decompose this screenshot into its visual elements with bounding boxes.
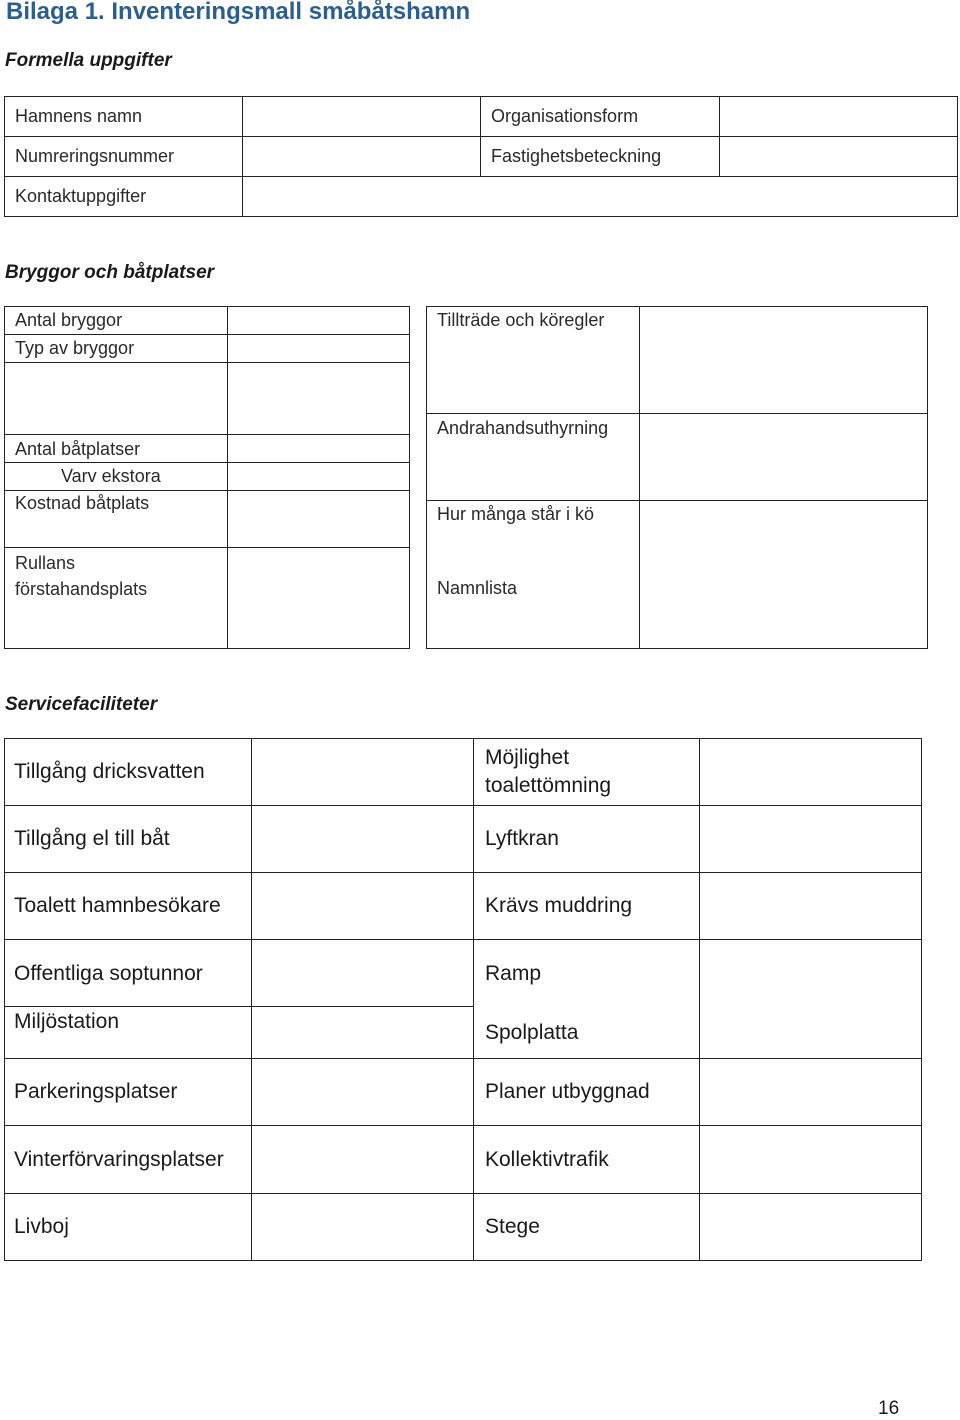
field-kostnad-batplats[interactable]	[229, 492, 407, 545]
label-kontaktuppgifter: Kontaktuppgifter	[15, 186, 147, 206]
label-tillgang-el: Tillgång el till båt	[14, 827, 170, 850]
label-antal-batplatser: Antal båtplatser	[15, 439, 141, 459]
field-kravs-muddring[interactable]	[701, 874, 919, 937]
label-kollektivtrafik: Kollektivtrafik	[485, 1148, 609, 1171]
label-stege: Stege	[485, 1215, 540, 1238]
label-toalettomning: toalettömning	[485, 774, 612, 797]
label-fastighetsbeteckning: Fastighetsbeteckning	[491, 146, 662, 166]
field-tillgang-dricksvatten[interactable]	[253, 740, 471, 803]
label-parkeringsplatser: Parkeringsplatser	[14, 1080, 178, 1103]
field-ramp-spolplatta[interactable]	[701, 941, 919, 1056]
field-organisationsform[interactable]	[721, 98, 955, 134]
field-vinterforvaringsplatser[interactable]	[253, 1127, 471, 1191]
field-rullans-forstahandsplats[interactable]	[229, 549, 407, 646]
page-number: 16	[878, 1398, 900, 1419]
field-toalett-hamnbesokare[interactable]	[253, 874, 471, 937]
page-title: Bilaga 1. Inventeringsmall småbåtshamn	[6, 0, 471, 25]
field-stege[interactable]	[701, 1195, 919, 1258]
field-tilltrade[interactable]	[641, 308, 925, 411]
section-heading-service: Servicefaciliteter	[5, 694, 158, 715]
label-organisationsform: Organisationsform	[491, 106, 639, 126]
field-antal-bryggor[interactable]	[229, 308, 407, 332]
label-andrahandsuthyrning: Andrahandsuthyrning	[437, 418, 609, 438]
label-tilltrade: Tillträde och köregler	[437, 310, 605, 330]
field-varv-ekstora[interactable]	[229, 464, 407, 488]
label-numreringsnummer: Numreringsnummer	[15, 146, 175, 166]
field-antal-batplatser[interactable]	[229, 436, 407, 460]
label-offentliga-soptunnor: Offentliga soptunnor	[14, 962, 203, 985]
label-ramp: Ramp	[485, 962, 542, 985]
label-antal-bryggor: Antal bryggor	[15, 310, 123, 330]
label-kostnad-batplats: Kostnad båtplats	[15, 493, 150, 513]
field-kollektivtrafik[interactable]	[701, 1127, 919, 1191]
label-typ-av-bryggor: Typ av bryggor	[15, 338, 135, 358]
field-hamnens-namn[interactable]	[244, 98, 478, 134]
label-tillgang-dricksvatten: Tillgång dricksvatten	[14, 760, 205, 783]
label-planer-utbyggnad: Planer utbyggnad	[485, 1080, 650, 1103]
field-miljostation[interactable]	[253, 1008, 471, 1056]
field-kontaktuppgifter[interactable]	[244, 178, 955, 214]
field-livboj[interactable]	[253, 1195, 471, 1258]
field-tillgang-el[interactable]	[253, 807, 471, 870]
label-spolplatta: Spolplatta	[485, 1021, 579, 1044]
label-miljostation: Miljöstation	[14, 1010, 120, 1033]
label-toalett-hamnbesokare: Toalett hamnbesökare	[14, 894, 221, 917]
label-rullans: Rullans	[15, 553, 76, 573]
field-numreringsnummer[interactable]	[244, 138, 478, 174]
label-mojlighet: Möjlighet	[485, 746, 570, 769]
field-lyftkran[interactable]	[701, 807, 919, 870]
field-hur-manga-i-ko[interactable]	[641, 502, 925, 646]
label-vinterforvaringsplatser: Vinterförvaringsplatser	[14, 1148, 224, 1171]
field-planer-utbyggnad[interactable]	[701, 1060, 919, 1123]
section-heading-formal: Formella uppgifter	[5, 50, 172, 71]
label-namnlista: Namnlista	[437, 578, 518, 598]
label-hamnens-namn: Hamnens namn	[15, 106, 143, 126]
section-heading-bryggor: Bryggor och båtplatser	[5, 262, 215, 283]
label-livboj: Livboj	[14, 1215, 69, 1238]
label-kravs-muddring: Krävs muddring	[485, 894, 633, 917]
label-lyftkran: Lyftkran	[485, 827, 559, 850]
field-mojlighet-toalettomning[interactable]	[701, 740, 919, 803]
field-typ-av-bryggor[interactable]	[229, 336, 407, 432]
label-hur-manga-i-ko: Hur många står i kö	[437, 504, 595, 524]
label-varv-ekstora: Varv ekstora	[61, 466, 161, 486]
field-parkeringsplatser[interactable]	[253, 1060, 471, 1123]
label-forstahandsplats: förstahandsplats	[15, 579, 148, 599]
field-offentliga-soptunnor[interactable]	[253, 941, 471, 1004]
field-andrahandsuthyrning[interactable]	[641, 415, 925, 498]
field-fastighetsbeteckning[interactable]	[721, 138, 955, 174]
